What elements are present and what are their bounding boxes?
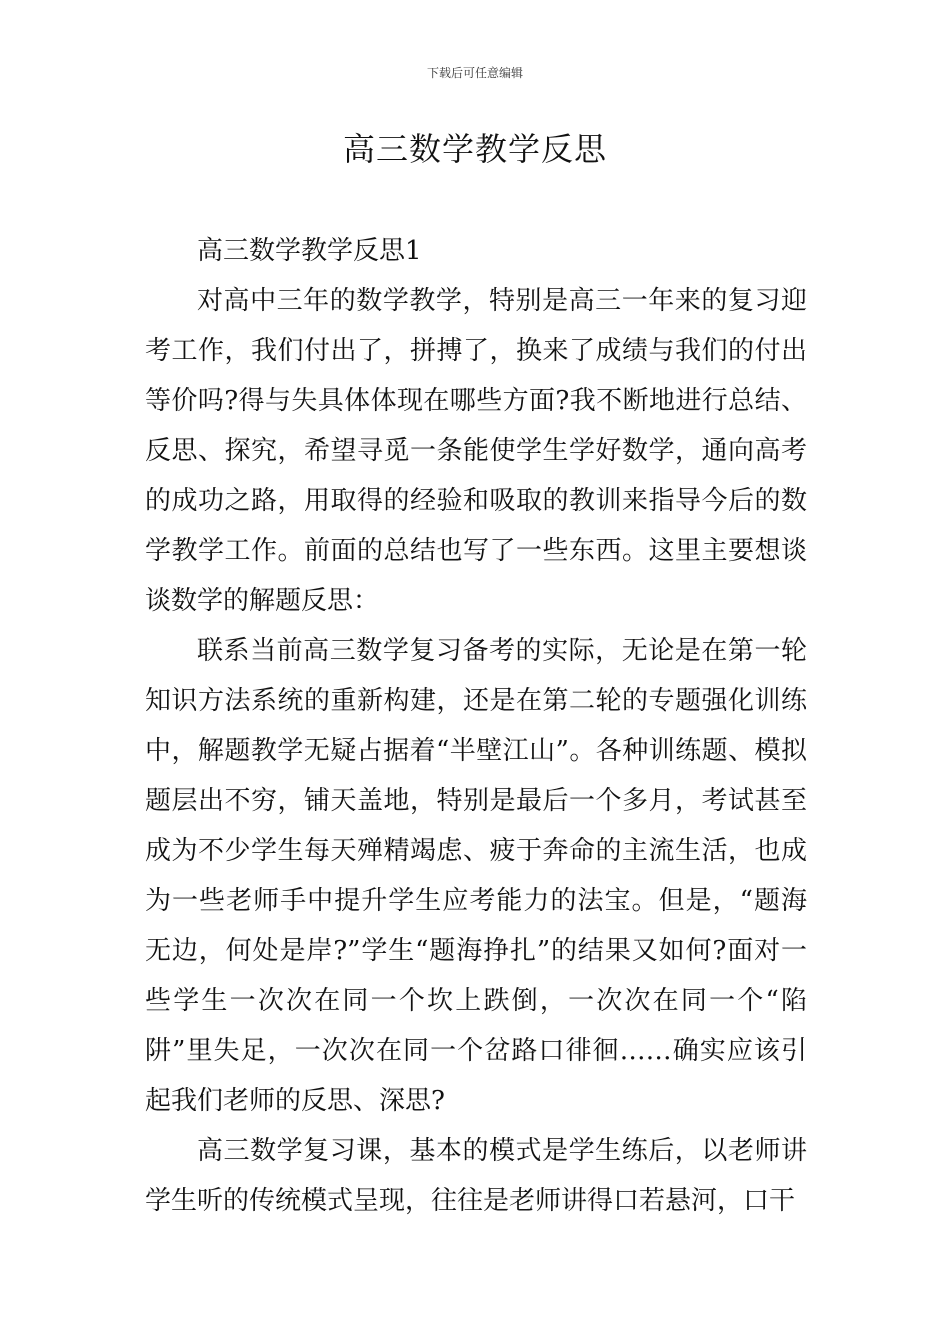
paragraph-3: 高三数学复习课，基本的模式是学生练后，以老师讲学生听的传统模式呈现，往往是老师讲得口若悬河，口干 <box>145 1136 807 1216</box>
paragraph-2: 联系当前高三数学复习备考的实际，无论是在第一轮知识方法系统的重新构建，还是在第二轮的专题强化训练中，解题教学无疑占据着“半壁江山”。各种训练题、模拟题层出不穷，铺天盖地，特别是最后一个多月，考试甚至成为不少学生每天殚精竭虑、疲于奔命的主流生活，也成为一些老师手中提升学生应考能力的法宝。但是，“题海无边，何处是岸?”学生“题海挣扎”的结果又如何?面对一些学生一次次在同一个坎上跌倒，一次次在同一个“陷阱”里失足，一次次在同一个岔路口徘徊……确实应该引起我们老师的反思、深思? <box>145 636 807 1116</box>
paragraph-1: 对高中三年的数学教学，特别是高三一年来的复习迎考工作，我们付出了，拼搏了，换来了成绩与我们的付出等价吗?得与失具体体现在哪些方面?我不断地进行总结、反思、探究，希望寻觅一条能使学生学好数学，通向高考的成功之路，用取得的经验和吸取的教训来指导今后的数学教学工作。前面的总结也写了一些东西。这里主要想谈谈数学的解题反思： <box>145 286 807 616</box>
document-title: 高三数学教学反思 <box>342 130 607 168</box>
document-body <box>145 226 807 1226</box>
header-note: 下载后可任意编辑 <box>426 66 523 80</box>
section-subheading: 高三数学教学反思1 <box>197 236 422 266</box>
